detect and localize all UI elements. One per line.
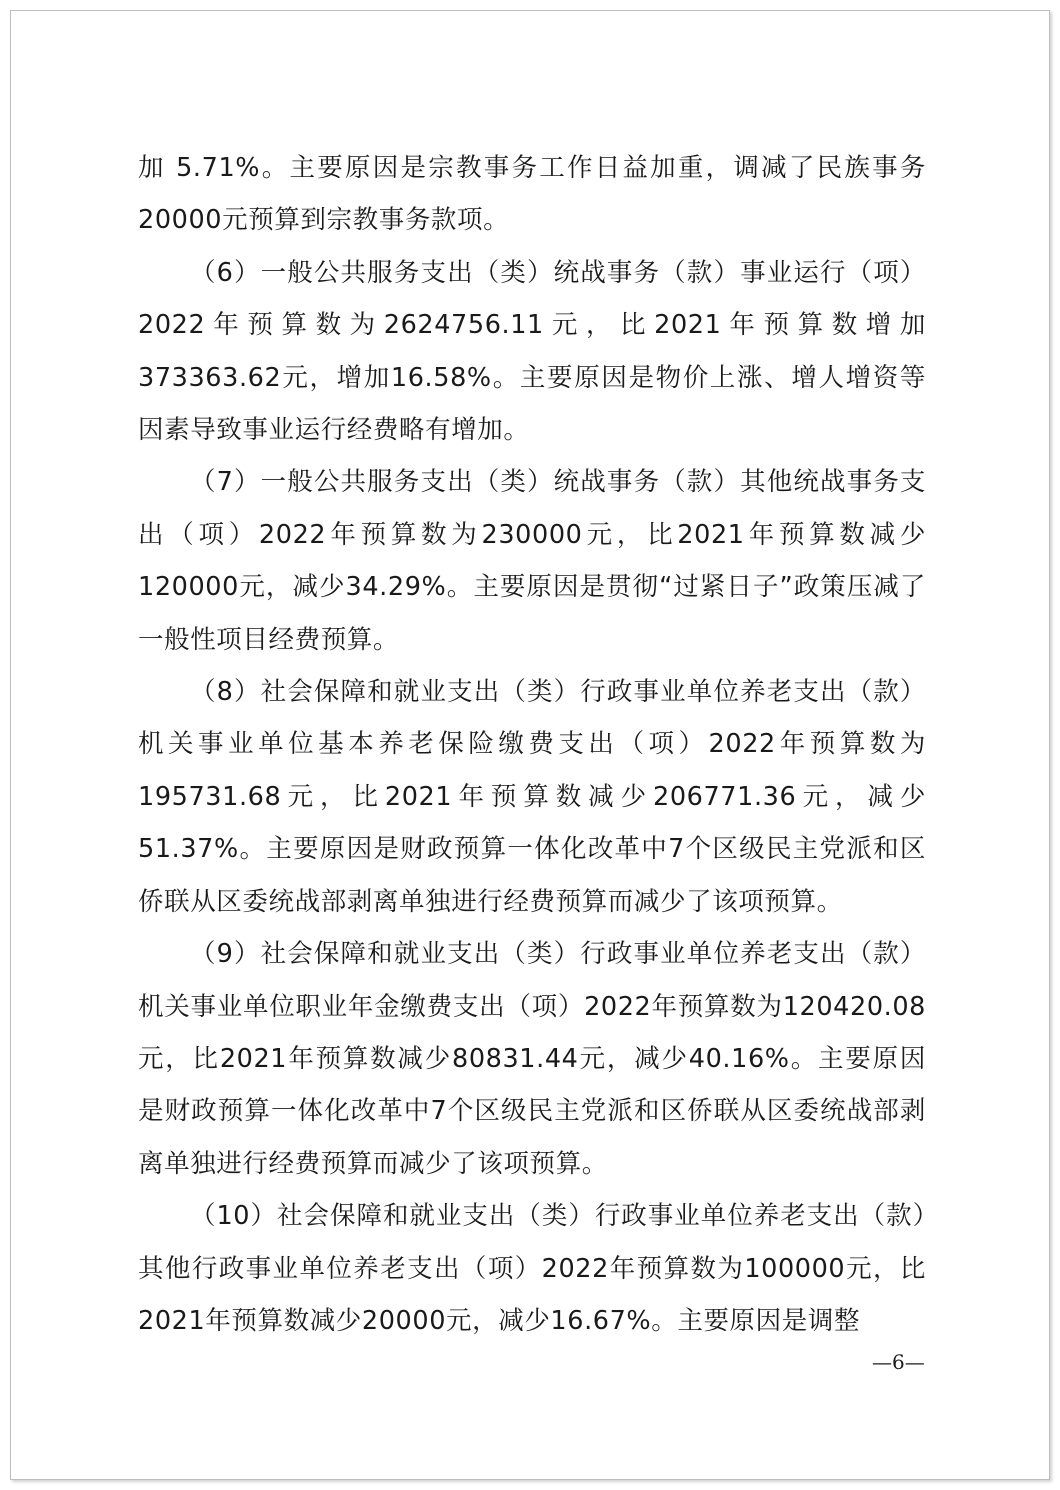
- paragraph-item-8: （8）社会保障和就业支出（类）行政事业单位养老支出（款）机关事业单位基本养老保险缴费支出（项）2022年预算数为195731.68元，比2021年预算数减少206771.36元，减少51.37%。主要原因是财政预算一体化改革中7个区级民主党派和区侨联从区委统战部剥离单独进行经费预算而减少了该项预算。: [138, 677, 926, 917]
- paragraph-item-7: （7）一般公共服务支出（类）统战事务（款）其他统战事务支出（项）2022年预算数为230000元，比2021年预算数减少120000元，减少34.29%。主要原因是贯彻“过紧日子”政策压减了一般性项目经费预算。: [138, 467, 926, 655]
- paragraph-item-10: （10）社会保障和就业支出（类）行政事业单位养老支出（款）其他行政事业单位养老支出（项）2022年预算数为100000元，比2021年预算数减少20000元，减少16.67%。主要原因是调整: [138, 1201, 926, 1336]
- paragraph-item-6: （6）一般公共服务支出（类）统战事务（款）事业运行（项）2022年预算数为2624756.11元，比2021年预算数增加373363.62元，增加16.58%。主要原因是物价上涨、增人增资等因素导致事业运行经费略有增加。: [138, 257, 926, 446]
- page-number: —6—: [872, 1350, 925, 1374]
- document-body: [138, 142, 926, 1347]
- paragraph-continuation: 加 5.71%。主要原因是宗教事务工作日益加重，调减了民族事务20000元预算到宗教事务款项。: [138, 153, 926, 236]
- paragraph-item-9: （9）社会保障和就业支出（类）行政事业单位养老支出（款）机关事业单位职业年金缴费支出（项）2022年预算数为120420.08元，比2021年预算数减少80831.44元，减少40.16%。主要原因是财政预算一体化改革中7个区级民主党派和区侨联从区委统战部剥离单独进行经费预算而减少了该项预算。: [138, 939, 926, 1179]
